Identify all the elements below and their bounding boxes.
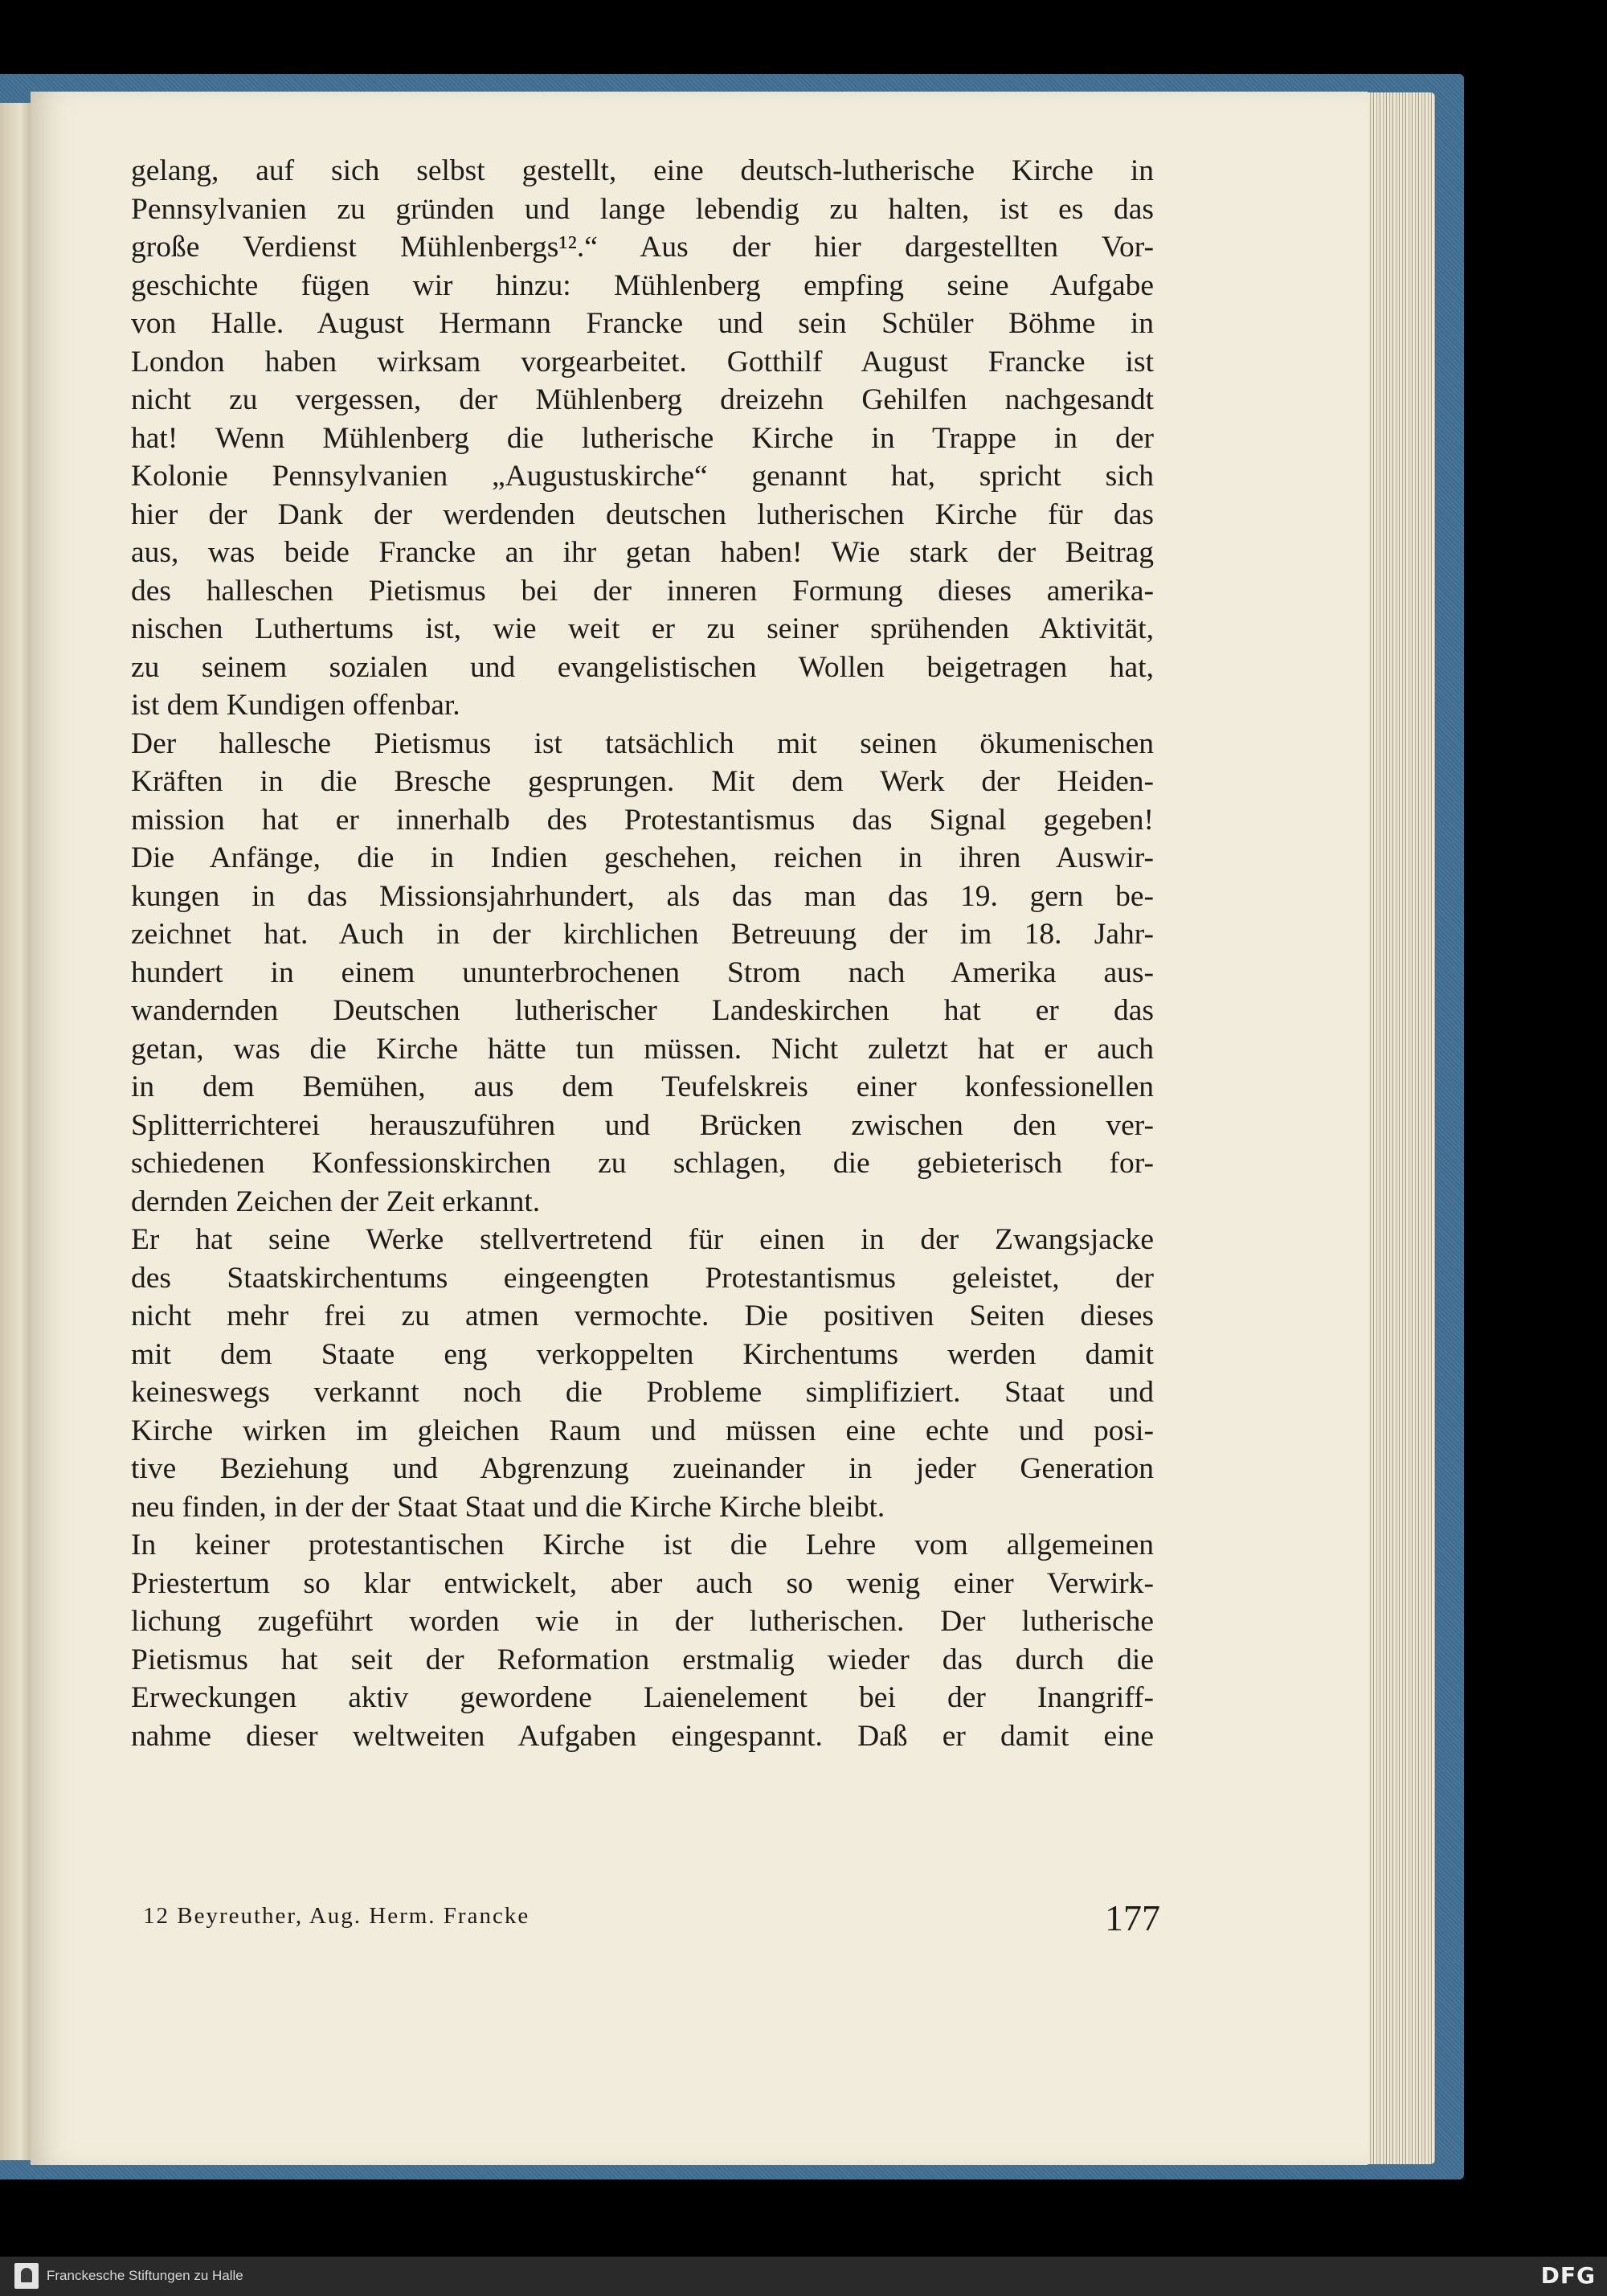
text-line: Splitterrichterei herauszuführen und Brücken zwischen den ver- xyxy=(131,1108,1154,1142)
text-line: wandernden Deutschen lutherischer Landeskirchen hat er das xyxy=(131,994,1154,1027)
text-line: aus, was beide Francke an ihr getan haben! Wie stark der Beitrag xyxy=(131,536,1154,569)
text-line: schiedenen Konfessionskirchen zu schlagen, die gebieterisch for- xyxy=(131,1147,1154,1180)
text-line: Pietismus hat seit der Reformation erstmalig wieder das durch die xyxy=(131,1643,1154,1676)
text-line: keineswegs verkannt noch die Probleme simplifiziert. Staat und xyxy=(131,1376,1154,1409)
text-line: hundert in einem ununterbrochenen Strom nach Amerika aus- xyxy=(131,956,1154,989)
text-line: nischen Luthertums ist, wie weit er zu seiner sprühenden Aktivität, xyxy=(131,612,1154,645)
text-line: Kolonie Pennsylvanien „Augustuskirche“ genannt hat, spricht sich xyxy=(131,460,1154,493)
text-line: ist dem Kundigen offenbar. xyxy=(131,689,460,722)
institution-name: Franckesche Stiftungen zu Halle xyxy=(47,2268,243,2283)
text-line: geschichte fügen wir hinzu: Mühlenberg empfing seine Aufgabe xyxy=(131,268,1154,302)
text-line: hier der Dank der werdenden deutschen lutherischen Kirche für das xyxy=(131,497,1154,531)
page-number: 177 xyxy=(1105,1897,1160,1938)
text-line: Priestertum so klar entwickelt, aber auch so wenig einer Verwirk- xyxy=(131,1566,1154,1600)
text-line: dernden Zeichen der Zeit erkannt. xyxy=(131,1185,541,1218)
text-line: nicht mehr frei zu atmen vermochte. Die positiven Seiten dieses xyxy=(131,1299,1154,1332)
text-line: zu seinem sozialen und evangelistischen Wollen beigetragen hat, xyxy=(131,650,1154,684)
text-line: London haben wirksam vorgearbeitet. Gotthilf August Francke ist xyxy=(131,345,1154,379)
text-line: mit dem Staate eng verkoppelten Kirchentums werden damit xyxy=(131,1337,1154,1371)
text-line: zeichnet hat. Auch in der kirchlichen Betreuung der im 18. Jahr- xyxy=(131,918,1154,951)
text-line: neu finden, in der der Staat Staat und die Kirche Kirche bleibt. xyxy=(131,1490,885,1524)
text-line: nahme dieser weltweiten Aufgaben eingespannt. Daß er damit eine xyxy=(131,1719,1154,1753)
text-line: Der hallesche Pietismus ist tatsächlich mit seinen ökumenischen xyxy=(131,726,1154,760)
text-line: des Staatskirchentums eingeengten Protestantismus geleistet, der xyxy=(131,1261,1154,1295)
body-text xyxy=(131,152,1154,1755)
text-line: von Halle. August Hermann Francke und sein Schüler Böhme in xyxy=(131,307,1154,340)
text-line: hat! Wenn Mühlenberg die lutherische Kirche in Trappe in der xyxy=(131,421,1154,455)
text-line: große Verdienst Mühlenbergs¹².“ Aus der hier dargestellten Vor- xyxy=(131,231,1154,264)
text-line: Pennsylvanien zu gründen und lange lebendig zu halten, ist es das xyxy=(131,192,1154,226)
text-line: Kirche wirken im gleichen Raum und müssen eine echte und posi- xyxy=(131,1414,1154,1447)
text-line: nicht zu vergessen, der Mühlenberg dreizehn Gehilfen nachgesandt xyxy=(131,383,1154,416)
text-line: Kräften in die Bresche gesprungen. Mit dem Werk der Heiden- xyxy=(131,765,1154,798)
page-edges xyxy=(1361,92,1435,2164)
text-line: des halleschen Pietismus bei der inneren Formung dieses amerika- xyxy=(131,574,1154,608)
left-page-edge xyxy=(0,103,34,2160)
viewer-footer-bar xyxy=(0,2257,1607,2296)
text-line: kungen in das Missionsjahrhundert, als das man das 19. gern be- xyxy=(131,879,1154,913)
text-line: Die Anfänge, die in Indien geschehen, reichen in ihren Auswir- xyxy=(131,841,1154,874)
text-line: tive Beziehung und Abgrenzung zueinander in jeder Generation xyxy=(131,1452,1154,1485)
text-line: gelang, auf sich selbst gestellt, eine deutsch-lutherische Kirche in xyxy=(131,154,1154,187)
institution-logo-icon xyxy=(14,2263,39,2289)
text-line: mission hat er innerhalb des Protestantismus das Signal gegeben! xyxy=(131,803,1154,837)
text-line: Er hat seine Werke stellvertretend für einen in der Zwangsjacke xyxy=(131,1223,1154,1256)
text-line: Erweckungen aktiv gewordene Laienelement bei der Inangriff- xyxy=(131,1681,1154,1714)
footnote: 12 Beyreuther, Aug. Herm. Francke xyxy=(143,1903,530,1929)
dfg-logo: DFG xyxy=(1540,2262,1596,2289)
text-line: In keiner protestantischen Kirche ist die Lehre vom allgemeinen xyxy=(131,1529,1154,1561)
text-line: lichung zugeführt worden wie in der lutherischen. Der lutherische xyxy=(131,1605,1154,1638)
text-line: in dem Bemühen, aus dem Teufelskreis einer konfessionellen xyxy=(131,1070,1154,1103)
text-line: getan, was die Kirche hätte tun müssen. Nicht zuletzt hat er auch xyxy=(131,1032,1154,1066)
page-footer xyxy=(143,1897,1160,1945)
